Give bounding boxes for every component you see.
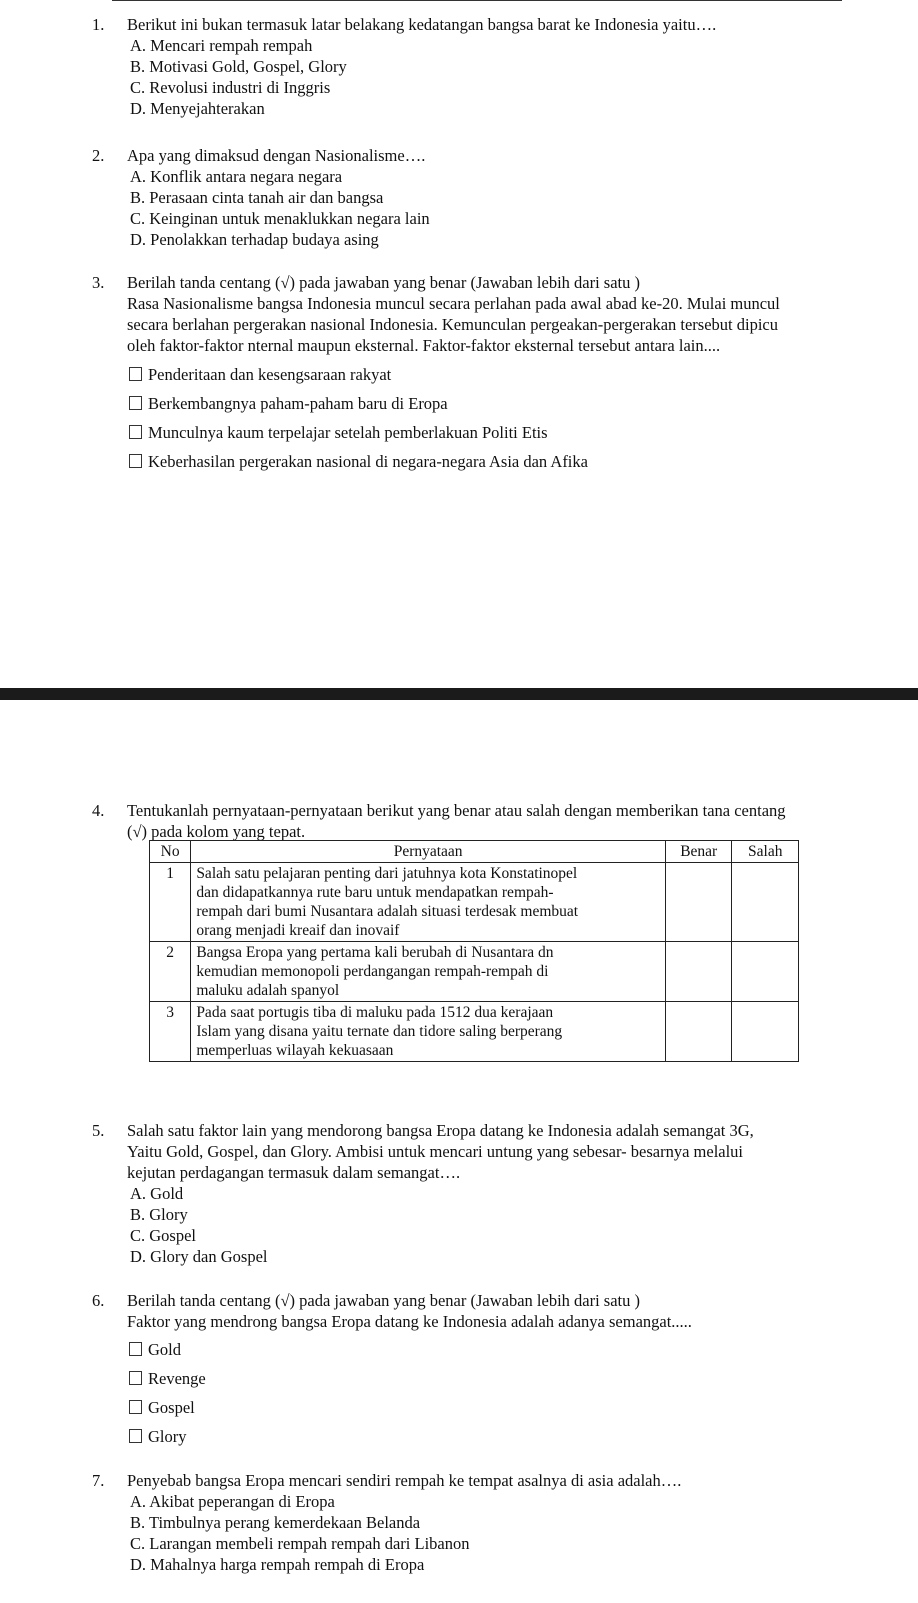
statement-line: Pada saat portugis tiba di maluku pada 1512 dua kerajaan (196, 1004, 554, 1021)
choice-label: Munculnya kaum terpelajar setelah pemberlakuan Politi Etis (148, 423, 548, 442)
option-a: A. Konflik antara negara negara (130, 167, 343, 186)
question-number: 4. (92, 801, 105, 820)
statement-line: Islam yang disana yaitu ternate dan tidore saling berperang (196, 1023, 563, 1040)
option-a: A. Gold (130, 1184, 184, 1203)
question-number: 3. (92, 273, 105, 292)
option-c: C. Gospel (130, 1226, 196, 1245)
statement-line: maluku adalah spanyol (196, 982, 340, 999)
row-statement (191, 1002, 666, 1062)
option-b: B. Motivasi Gold, Gospel, Glory (130, 57, 347, 76)
choice-label: Berkembangnya paham-paham baru di Eropa (148, 394, 448, 413)
choice-4[interactable] (129, 1426, 187, 1447)
header-no: No (150, 841, 191, 863)
statement-line: memperluas wilayah kekuasaan (196, 1042, 394, 1059)
true-cell[interactable] (665, 942, 732, 1002)
choice-label: Gold (148, 1340, 181, 1359)
question-text: Berikut ini bukan termasuk latar belakang kedatangan bangsa barat ke Indonesia yaitu…. (127, 15, 717, 34)
true-cell[interactable] (665, 863, 732, 942)
choice-3[interactable] (129, 1397, 195, 1418)
checkbox[interactable] (129, 1429, 142, 1443)
table-header-row (150, 841, 799, 863)
question-text: Apa yang dimaksud dengan Nasionalisme…. (127, 146, 426, 165)
statement-line: kemudian memonopoli perdangangan rempah-rempah di (196, 963, 549, 980)
worksheet-page-2 (0, 700, 918, 1603)
question-instruction-line-2: (√) pada kolom yang tepat. (127, 822, 306, 841)
choice-1[interactable] (129, 364, 391, 385)
statement-line: orang menjadi kreaif dan inovaif (196, 922, 400, 939)
option-d: D. Mahalnya harga rempah rempah di Eropa (130, 1555, 425, 1574)
table-row (150, 1002, 799, 1062)
row-number: 3 (150, 1002, 191, 1062)
worksheet-page-1 (0, 0, 918, 688)
true-cell[interactable] (665, 1002, 732, 1062)
statement-line: rempah dari bumi Nusantara adalah situasi terdesak membuat (196, 903, 579, 920)
false-cell[interactable] (732, 1002, 799, 1062)
checkbox[interactable] (129, 1342, 142, 1356)
option-c: C. Revolusi industri di Inggris (130, 78, 331, 97)
option-d: D. Menyejahterakan (130, 99, 265, 118)
question-text-line-3: kejutan perdagangan termasuk dalam semangat…. (127, 1163, 461, 1182)
choice-3[interactable] (129, 422, 548, 443)
statement-line: dan didapatkannya rute baru untuk mendapatkan rempah- (196, 884, 554, 901)
passage-line-2: secara berlahan pergerakan nasional Indonesia. Kemunculan pergeakan-pergerakan tersebut dipicu (127, 315, 779, 334)
option-c: C. Keinginan untuk menaklukkan negara lain (130, 209, 430, 228)
question-text-line-1: Salah satu faktor lain yang mendorong bangsa Eropa datang ke Indonesia adalah semangat 3G, (127, 1121, 754, 1140)
question-number: 5. (92, 1121, 105, 1140)
statement-line: Bangsa Eropa yang pertama kali berubah di Nusantara dn (196, 944, 554, 961)
choice-label: Glory (148, 1427, 187, 1446)
choice-2[interactable] (129, 393, 448, 414)
statement-table (149, 840, 799, 1062)
header-statement: Pernyataan (191, 841, 666, 863)
choice-2[interactable] (129, 1368, 206, 1389)
question-instruction: Berilah tanda centang (√) pada jawaban yang benar (Jawaban lebih dari satu ) (127, 1291, 640, 1310)
row-statement (191, 942, 666, 1002)
choice-1[interactable] (129, 1339, 181, 1360)
choice-label: Gospel (148, 1398, 195, 1417)
checkbox[interactable] (129, 1371, 142, 1385)
question-number: 2. (92, 146, 105, 165)
question-text: Faktor yang mendrong bangsa Eropa datang ke Indonesia adalah adanya semangat..... (127, 1312, 692, 1331)
header-false: Salah (732, 841, 799, 863)
checkbox[interactable] (129, 454, 142, 468)
option-a: A. Akibat peperangan di Eropa (130, 1492, 335, 1511)
false-cell[interactable] (732, 863, 799, 942)
page-divider (0, 688, 918, 700)
header-true: Benar (665, 841, 732, 863)
question-number: 7. (92, 1471, 105, 1490)
option-d: D. Glory dan Gospel (130, 1247, 268, 1266)
row-number: 1 (150, 863, 191, 942)
row-statement (191, 863, 666, 942)
question-instruction-line-1: Tentukanlah pernyataan-pernyataan berikut yang benar atau salah dengan memberikan tana centang (127, 801, 786, 820)
choice-4[interactable] (129, 451, 588, 472)
option-d: D. Penolakkan terhadap budaya asing (130, 230, 379, 249)
checkbox[interactable] (129, 396, 142, 410)
passage-line-3: oleh faktor-faktor nternal maupun eksternal. Faktor-faktor eksternal tersebut antara lain.... (127, 336, 721, 355)
option-c: C. Larangan membeli rempah rempah dari Libanon (130, 1534, 470, 1553)
choice-label: Revenge (148, 1369, 206, 1388)
checkbox[interactable] (129, 367, 142, 381)
option-b: B. Perasaan cinta tanah air dan bangsa (130, 188, 384, 207)
checkbox[interactable] (129, 1400, 142, 1414)
table-row (150, 863, 799, 942)
checkbox[interactable] (129, 425, 142, 439)
table-row (150, 942, 799, 1002)
passage-line-1: Rasa Nasionalisme bangsa Indonesia muncul secara perlahan pada awal abad ke-20. Mulai muncul (127, 294, 780, 313)
top-rule (112, 0, 842, 1)
false-cell[interactable] (732, 942, 799, 1002)
choice-label: Keberhasilan pergerakan nasional di negara-negara Asia dan Afika (148, 452, 588, 471)
question-text-line-2: Yaitu Gold, Gospel, dan Glory. Ambisi untuk mencari untung yang sebesar- besarnya melalui (127, 1142, 744, 1161)
question-instruction: Berilah tanda centang (√) pada jawaban yang benar (Jawaban lebih dari satu ) (127, 273, 640, 292)
option-b: B. Glory (130, 1205, 188, 1224)
question-text: Penyebab bangsa Eropa mencari sendiri rempah ke tempat asalnya di asia adalah…. (127, 1471, 682, 1490)
option-a: A. Mencari rempah rempah (130, 36, 313, 55)
question-number: 6. (92, 1291, 105, 1310)
statement-line: Salah satu pelajaran penting dari jatuhnya kota Konstatinopel (196, 865, 578, 882)
question-number: 1. (92, 15, 105, 34)
option-b: B. Timbulnya perang kemerdekaan Belanda (130, 1513, 421, 1532)
row-number: 2 (150, 942, 191, 1002)
choice-label: Penderitaan dan kesengsaraan rakyat (148, 365, 392, 384)
